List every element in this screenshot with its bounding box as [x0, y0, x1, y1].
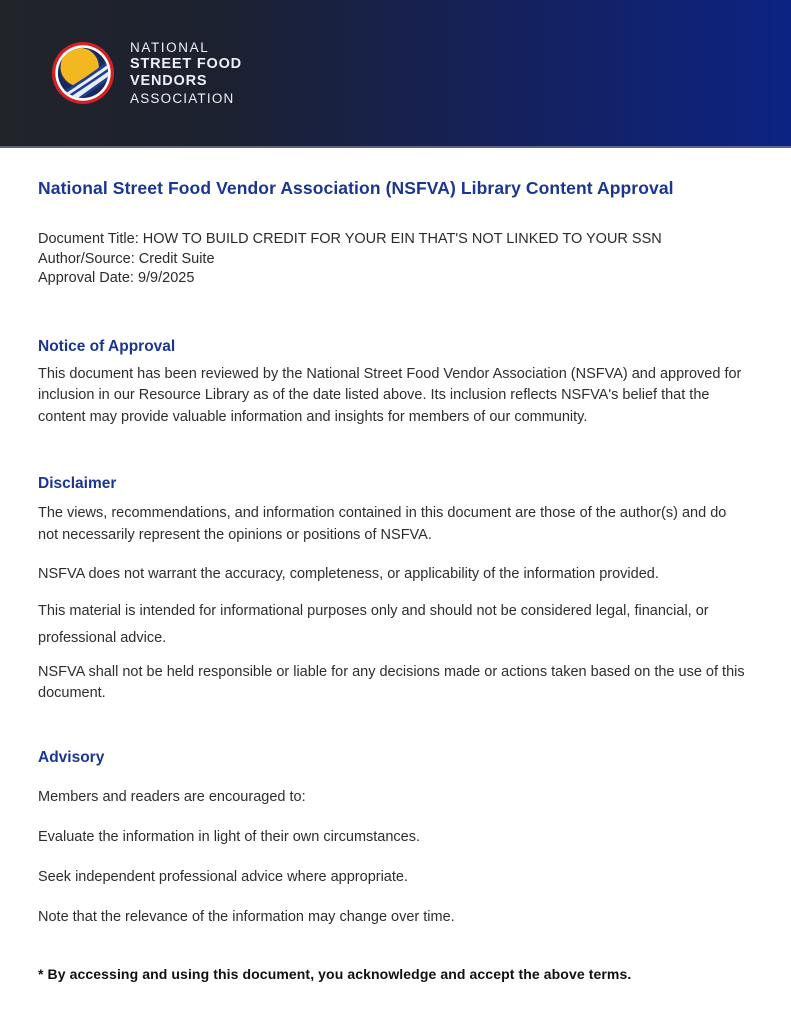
disclaimer-paragraph: NSFVA does not warrant the accuracy, completeness, or applicability of the information provided. [38, 566, 659, 582]
meta-value: HOW TO BUILD CREDIT FOR YOUR EIN THAT'S NOT LINKED TO YOUR SSN [142, 231, 662, 247]
advisory-item: Note that the relevance of the information may change over time. [38, 908, 455, 925]
disclaimer-paragraph: NSFVA shall not be held responsible or liable for any decisions made or actions taken based on the use of this document. [38, 663, 745, 701]
disclaimer-heading: Disclaimer [38, 475, 117, 492]
meta-label: Approval Date: [38, 270, 134, 286]
document-meta [38, 230, 753, 289]
advisory-heading: Advisory [38, 748, 105, 766]
page-title: National Street Food Vendor Association (NSFVA) Library Content Approval [38, 178, 674, 198]
meta-approval-date [38, 269, 753, 289]
logo-wordmark-line: ASSOCIATION [130, 91, 235, 106]
meta-value: 9/9/2025 [137, 270, 195, 286]
nsfva-logo-icon [50, 40, 116, 106]
notice-of-approval-text: This document has been reviewed by the National Street Food Vendor Association (NSFVA) and approved for inclusion in our Resource Library as of the date listed above. Its inclusion reflects NSFVA's belief that the content may provide valuable information and insights for members of our community. [38, 365, 742, 425]
disclaimer-paragraph: This material is intended for informational purposes only and should not be considered legal, financial, or professional advice. [38, 602, 709, 646]
document-body [0, 178, 791, 928]
notice-of-approval-heading: Notice of Approval [38, 337, 176, 355]
advisory-item: Evaluate the information in light of their own circumstances. [38, 828, 421, 845]
meta-author-source [38, 250, 753, 270]
disclaimer-paragraph: The views, recommendations, and information contained in this document are those of the author(s) and do not necessarily represent the opinions or positions of NSFVA. [38, 505, 727, 543]
advisory-item: Seek independent professional advice where appropriate. [38, 868, 408, 885]
meta-label: Author/Source: [38, 250, 135, 267]
meta-document-title [38, 230, 753, 250]
logo-wordmark-line: NATIONAL [130, 40, 210, 55]
logo-wordmark [130, 39, 242, 107]
meta-value: Credit Suite [138, 250, 215, 267]
terms-acknowledgement: * By accessing and using this document, you acknowledge and accept the above terms. [38, 966, 632, 982]
advisory-intro: Members and readers are encouraged to: [38, 788, 306, 805]
meta-label: Document Title: [38, 231, 139, 247]
logo-wordmark-line: VENDORS [130, 73, 208, 89]
logo-wordmark-line: STREET FOOD [130, 56, 242, 72]
header-band [0, 0, 791, 148]
